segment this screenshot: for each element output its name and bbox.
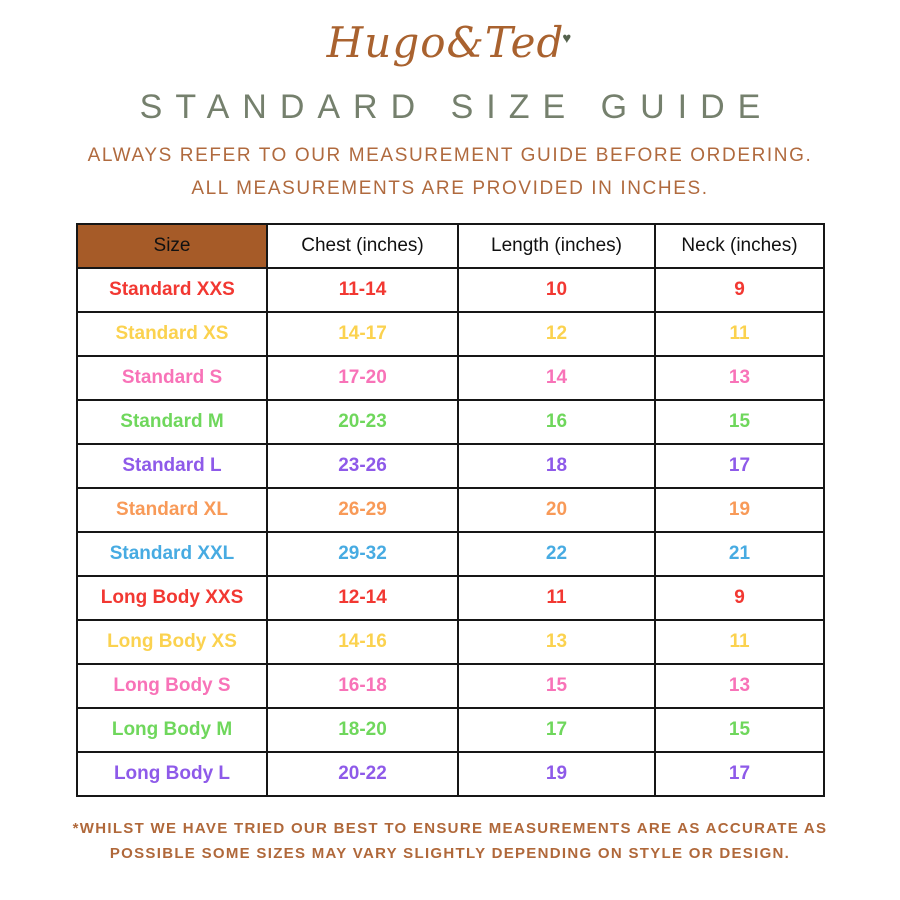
table-row <box>77 664 824 708</box>
size-cell: Standard XS <box>77 312 267 356</box>
chest-cell: 11-14 <box>267 268 458 312</box>
length-cell: 19 <box>458 752 655 796</box>
chest-cell: 12-14 <box>267 576 458 620</box>
size-cell: Standard L <box>77 444 267 488</box>
length-column-header: Length (inches) <box>458 224 655 268</box>
length-cell: 18 <box>458 444 655 488</box>
length-cell: 17 <box>458 708 655 752</box>
size-cell: Long Body M <box>77 708 267 752</box>
neck-column-header: Neck (inches) <box>655 224 824 268</box>
chest-cell: 17-20 <box>267 356 458 400</box>
length-cell: 14 <box>458 356 655 400</box>
neck-cell: 9 <box>655 268 824 312</box>
neck-cell: 17 <box>655 752 824 796</box>
neck-cell: 15 <box>655 400 824 444</box>
chest-cell: 26-29 <box>267 488 458 532</box>
size-cell: Long Body XXS <box>77 576 267 620</box>
table-row <box>77 752 824 796</box>
size-cell: Standard M <box>77 400 267 444</box>
chest-cell: 20-23 <box>267 400 458 444</box>
chest-cell: 16-18 <box>267 664 458 708</box>
chest-cell: 18-20 <box>267 708 458 752</box>
size-cell: Standard XL <box>77 488 267 532</box>
subtitle-line-2: ALL MEASUREMENTS ARE PROVIDED IN INCHES. <box>191 178 709 199</box>
neck-cell: 9 <box>655 576 824 620</box>
table-row <box>77 312 824 356</box>
table-row <box>77 708 824 752</box>
subtitle-line-1: ALWAYS REFER TO OUR MEASUREMENT GUIDE BEFORE ORDERING. <box>87 145 813 166</box>
size-guide-table <box>76 223 825 797</box>
length-cell: 13 <box>458 620 655 664</box>
chest-column-header: Chest (inches) <box>267 224 458 268</box>
length-cell: 22 <box>458 532 655 576</box>
length-cell: 15 <box>458 664 655 708</box>
size-cell: Long Body XS <box>77 620 267 664</box>
heart-icon: ♥ <box>562 30 572 47</box>
chest-cell: 14-17 <box>267 312 458 356</box>
table-row <box>77 576 824 620</box>
neck-cell: 13 <box>655 356 824 400</box>
table-row <box>77 620 824 664</box>
table-row <box>77 268 824 312</box>
neck-cell: 11 <box>655 620 824 664</box>
page-title: STANDARD SIZE GUIDE <box>139 88 774 126</box>
neck-cell: 11 <box>655 312 824 356</box>
length-cell: 16 <box>458 400 655 444</box>
footer-line-2: POSSIBLE SOME SIZES MAY VARY SLIGHTLY DEPENDING ON STYLE OR DESIGN. <box>109 845 791 862</box>
length-cell: 20 <box>458 488 655 532</box>
length-cell: 11 <box>458 576 655 620</box>
neck-cell: 19 <box>655 488 824 532</box>
chest-cell: 14-16 <box>267 620 458 664</box>
size-column-header: Size <box>77 224 267 268</box>
length-cell: 12 <box>458 312 655 356</box>
table-row <box>77 532 824 576</box>
size-table-body <box>77 268 824 796</box>
neck-cell: 17 <box>655 444 824 488</box>
size-cell: Long Body S <box>77 664 267 708</box>
size-cell: Standard XXL <box>77 532 267 576</box>
chest-cell: 23-26 <box>267 444 458 488</box>
table-row <box>77 400 824 444</box>
table-header-row <box>77 224 824 268</box>
size-cell: Standard XXS <box>77 268 267 312</box>
footer-line-1: *WHILST WE HAVE TRIED OUR BEST TO ENSURE MEASUREMENTS ARE AS ACCURATE AS <box>72 820 828 837</box>
table-row <box>77 444 824 488</box>
brand-logo-text: Hugo&Ted <box>326 18 565 67</box>
chest-cell: 29-32 <box>267 532 458 576</box>
size-cell: Standard S <box>77 356 267 400</box>
neck-cell: 15 <box>655 708 824 752</box>
table-row <box>77 356 824 400</box>
neck-cell: 21 <box>655 532 824 576</box>
brand-logo <box>0 18 900 67</box>
neck-cell: 13 <box>655 664 824 708</box>
size-cell: Long Body L <box>77 752 267 796</box>
table-row <box>77 488 824 532</box>
length-cell: 10 <box>458 268 655 312</box>
chest-cell: 20-22 <box>267 752 458 796</box>
